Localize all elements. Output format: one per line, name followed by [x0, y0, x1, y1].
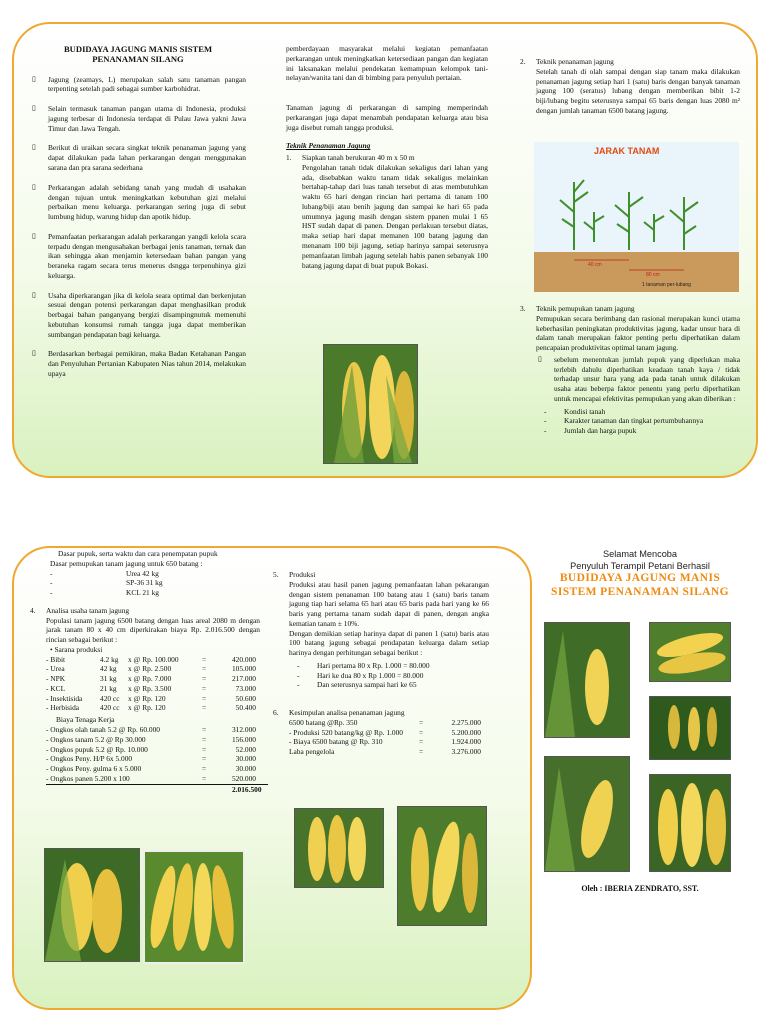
sarana-cell-qty: 420 cc — [100, 703, 120, 713]
intro-bullet-2 — [30, 104, 246, 133]
summary-cell-label: 6500 batang @Rp. 350 — [289, 717, 358, 727]
step-5 — [273, 570, 489, 690]
step-number: 5. — [273, 570, 279, 579]
bullet-box-icon: ▯ — [32, 349, 36, 358]
sarana-cell-item: - KCL — [46, 683, 66, 693]
cover-photo-1 — [544, 622, 630, 738]
sarana-cell-price: x @ Rp. 3.500 — [128, 683, 172, 693]
summary-row — [289, 747, 489, 757]
diagram-caption: 1 tanaman per-lubang — [642, 282, 691, 288]
step-body: Pemupukan secara berimbang dan rasional merupakan kunci utama keberhasilan peningkatan produktivitas jagung, kadar unsur hara di dalam tanah merupakan faktor penting perlu diperhatikan dalam pencapaian produktivitas optimal tanam jagung. — [536, 313, 740, 353]
bullet-text: Jagung (zeamays, L) merupakan salah satu tanaman pangan terpenting setelah padi sebagai sumber karbohidrat. — [48, 74, 246, 94]
empowerment-paragraph: pemberdayaan masyarakat melalui kegiatan pemanfaatan perkarangan untuk meningkatkan ketersediaan pangan dan kegiatan ini laksanakan melalui pendekatan kemampuan kelompok tani-nelayan/wanita tani dan di bimbing para penyuluh pertaian. — [286, 44, 488, 83]
sarana-row — [46, 674, 260, 684]
grand-total-value: 2.016.500 — [232, 784, 262, 794]
intro-bullet-3 — [30, 143, 246, 172]
bullet-text: Berikut di uraikan secara singkat teknik penanaman jagung yang dapat dilakukan pada lahan perkarangan dengan menggunakan sarana dan pra sarana sederhana — [48, 143, 246, 172]
labor-table — [46, 725, 260, 784]
dose-item: - SP-36 31 kg — [50, 578, 163, 588]
corn-image — [324, 345, 417, 463]
factor-text: Jumlah dan harga pupuk — [564, 426, 637, 436]
step-body-2: Dengan demikian setiap harinya dapat di panen 1 (satu) baris atau 100 batang jagung sebagai pendapatan keluarga dalam setiap harinya dengan perhitungan sebagai berikut : — [289, 628, 489, 658]
corn-image — [650, 623, 730, 681]
corn-photo-5 — [397, 806, 487, 926]
bullet-box-icon: ▯ — [32, 290, 36, 299]
sarana-cell-qty: 420 cc — [100, 693, 120, 703]
summary-row — [289, 737, 489, 747]
bottom-column-1 — [30, 549, 260, 794]
step-number: 3. — [520, 304, 526, 313]
corn-image — [45, 849, 139, 961]
summary-row — [289, 718, 489, 728]
factor-text: Kondisi tanah — [564, 406, 606, 416]
plant-spacing-diagram — [534, 142, 739, 292]
daily-item: - Dan seterusnya sampai hari ke 65 — [297, 680, 417, 690]
cover-photo-3 — [649, 696, 731, 760]
step-body: Setelah tanah di olah sampai dengan siap tanam maka dilakukan penanaman jagung setiap hari 1 (satu) baris dengan banyak tanaman jagung 100 (seratus) lubang dengan memberikan bibit 1-2 biji/lubang begitu seterusnya sampai 65 baris dengan luas 2080 m² dengan jumlah tanaman 6500 batang jagung. — [536, 66, 740, 115]
corn-image — [398, 807, 486, 925]
cover-photo-2 — [649, 622, 731, 682]
top-column-3 — [520, 57, 740, 116]
summary-cell-val: 3.276.000 — [451, 747, 481, 757]
step-number: 1. — [286, 153, 292, 163]
title-line-1: BUDIDAYA JAGUNG MANIS SISTEM — [63, 44, 213, 54]
labor-heading: Biaya Tenaga Kerja — [56, 715, 115, 725]
sarana-cell-price: x @ Rp. 7.000 — [128, 674, 172, 684]
document-title — [30, 44, 246, 65]
bullet-text: Selain termasuk tanaman pangan utama di Indonesia, produksi jagung terbesar di Indonesia terdapat di Pulau Jawa yakni Jawa Timur dan Jawa Tengah. — [48, 104, 246, 133]
sarana-cell-total: 420.000 — [231, 654, 256, 664]
tagline-line-2: Penyuluh Terampil Petani Berhasil — [570, 561, 710, 572]
sarana-cell-total: 50.600 — [235, 693, 256, 703]
bullet-box-icon: ▯ — [32, 74, 36, 83]
labor-cell-eq: = — [202, 764, 207, 774]
labor-cell-total: 30.000 — [235, 764, 256, 774]
step-title: Teknik pemupukan tanam jagung — [536, 304, 635, 313]
dose-text: Urea 42 kg — [126, 568, 159, 578]
tagline-line-1: Selamat Mencoba — [602, 549, 678, 559]
step-number: 4. — [30, 605, 36, 615]
summary-cell-eq: = — [419, 747, 424, 757]
sarana-cell-price: x @ Rp. 120 — [128, 693, 166, 703]
sarana-table — [46, 655, 260, 714]
corn-photo-1 — [323, 344, 418, 464]
step-title: Siapkan tanah berukuran 40 m x 50 m — [302, 153, 415, 163]
labor-row — [46, 725, 260, 735]
labor-cell-eq: = — [202, 773, 207, 783]
bullet-box-icon: ▯ — [32, 231, 36, 240]
summary-cell-val: 5.200.000 — [451, 727, 481, 737]
sarana-cell-eq: = — [202, 693, 207, 703]
sarana-cell-total: 105.000 — [231, 664, 256, 674]
corn-image — [650, 775, 730, 871]
factor-text: Karakter tanaman dan tingkat pertumbuhannya — [564, 416, 704, 426]
bullet-text: Pemanfaatan perkarangan adalah perkarangan yangdi kelola scara terpadu dengan mengusahakan berbagai jenis tanaman, ternak dan ikan sehingga akan menjamin ketersedaan bahan pangan yang beraneka ragam secara terus menerus dsngga terpenuhinya gizi keluarga. — [48, 231, 246, 280]
sarana-cell-qty: 42 kg — [100, 664, 117, 674]
labor-cell-item: - Ongkos Peny. H/P 6x 5.000 — [46, 754, 133, 764]
sarana-row — [46, 684, 260, 694]
bottom-column-2 — [273, 570, 489, 757]
sarana-cell-item: - NPK — [46, 674, 66, 684]
factor-list — [536, 407, 740, 436]
top-column-1 — [30, 44, 246, 389]
labor-row — [46, 745, 260, 755]
corn-image — [545, 623, 629, 737]
cover-photo-4 — [544, 756, 630, 872]
dose-intro: Dasar pemupukan tanam jagung untuk 650 batang : — [50, 558, 203, 568]
planting-technique-heading: Teknik Penanaman Jagung — [286, 141, 371, 151]
sarana-cell-qty: 31 kg — [100, 674, 117, 684]
labor-cell-eq: = — [202, 744, 207, 754]
sarana-cell-price: x @ Rp. 100.000 — [128, 654, 179, 664]
labor-cell-eq: = — [202, 725, 207, 735]
daily-item: - Hari ke dua 80 x Rp 1.000 = 80.000 — [297, 670, 424, 680]
step-body: Pengolahan tanah tidak dilakukan sekaligus dari lahan yang ada, disebabkan waktu tanam tidak sekaligus melainkan bertahap-tahap dari luas tanah tersebut di atas membutuhkan waktu 65 hari dengan rincian hari pertama di tanam 100 lubang/biji atau benih jagung dan sampai ke hari 65 pada umumnya jagung masih dengan sistem ppanen mulai 1 65 HST sudah dapat di panen. Dengan perlakuan tersebut diatas, maka setiap hari dapat memanen 100 batang jagung dan menanam 100 biji jagung, setiap harinya sampai seterusnya pemanfaatan limbah jagung setelah habis panen sebanyak 100 batang jagung dapat di buat pupuk Bokasi. — [302, 162, 488, 270]
step-title: Analisa usaha tanam jagung — [46, 605, 130, 615]
sarana-row — [46, 703, 260, 713]
labor-cell-total: 520.000 — [231, 773, 256, 783]
corn-image — [545, 757, 629, 871]
labor-row — [46, 764, 260, 774]
bullet-box-icon: ▯ — [32, 182, 36, 191]
dose-list — [30, 569, 260, 598]
step-number: 6. — [273, 708, 279, 718]
grand-total — [46, 784, 268, 795]
daily-text: Hari pertama 80 x Rp. 1.000 = 80.000 — [317, 660, 430, 670]
sarana-cell-price: x @ Rp. 120 — [128, 703, 166, 713]
intro-bullet-5 — [30, 232, 246, 281]
summary-cell-label: - Produksi 520 batang/kg @ Rp. 1.000 — [289, 727, 403, 737]
sarana-row — [46, 694, 260, 704]
labor-cell-item: - Ongkos panen 5.200 x 100 — [46, 773, 130, 783]
daily-item: - Hari pertama 80 x Rp. 1.000 = 80.000 — [297, 660, 430, 670]
labor-row — [46, 774, 260, 784]
labor-row — [46, 735, 260, 745]
labor-cell-eq: = — [202, 754, 207, 764]
sarana-cell-eq: = — [202, 683, 207, 693]
sarana-cell-eq: = — [202, 654, 207, 664]
cover-tagline — [540, 548, 740, 573]
diagram-label-40: 40 cm — [588, 262, 602, 268]
dose-text: KCL 21 kg — [126, 588, 159, 598]
sarana-cell-qty: 4.2 kg — [100, 654, 119, 664]
intro-bullet-7 — [30, 349, 246, 378]
sarana-cell-eq: = — [202, 664, 207, 674]
sarana-cell-item: - Bibit — [46, 654, 66, 664]
step-body: Produksi atau hasil panen jagung pemanfaatan lahan pekarangan dengan sistem penanaman 100 batang atau 1 (satu) baris tanam jagung tiap hari selama 65 hari atau 65 baris pada hari yang ke 66 baris yang pertama tanam sudah dapat di panen, dengan angka kematian tanam ± 10%. — [289, 579, 489, 628]
step-number: 2. — [520, 57, 526, 66]
top-column-2 — [286, 44, 488, 270]
labor-cell-total: 52.000 — [235, 744, 256, 754]
daily-list — [289, 661, 489, 690]
bullet-text: sebelum menentukan jumlah pupuk yang diperlukan maka terlebih dahulu diperhatikan keadaan tanah kaya / tidak terhadap unsur hara yang ada pada tanah untuk dilakukan usaha atau beberpa faktor penentu yang perlu diperhatikan untuk mencapai efektivitas pemupukan yang akan diberikan : — [554, 354, 740, 403]
step-2 — [520, 57, 740, 116]
sarana-cell-item: - Urea — [46, 664, 65, 674]
bullet-text: Perkarangan adalah sebidang tanah yang mudah di usahakan dengan tujuan untuk meningkatkan kebutuhan gizi melalui perbaikan menu keluarga. perkarangan sering juga di sebut lumbung hidup, warung hidup dan apotik hidup. — [48, 182, 246, 222]
sarana-cell-qty: 21 kg — [100, 683, 117, 693]
step-title: Produksi — [289, 570, 316, 579]
diagram-label-80: 80 cm — [646, 272, 660, 278]
bullet-box-icon: ▯ — [32, 104, 36, 113]
labor-cell-total: 156.000 — [231, 734, 256, 744]
dose-item: - Urea 42 kg — [50, 568, 159, 578]
labor-cell-item: - Ongkos pupuk 5.2 @ Rp. 10.000 — [46, 744, 148, 754]
step-body: Populasi tanam jagung 6500 batang dengan luas areal 2080 m dengan jarak tanam 80 x 40 cm diperkirakan biaya Rp. 2.016.500 dengan rincian sebagai berikut : — [46, 615, 260, 645]
sarana-heading: • Sarana produksi — [50, 644, 103, 654]
summary-cell-label: - Biaya 6500 batang @ Rp. 310 — [289, 737, 383, 747]
intro-bullet-4 — [30, 183, 246, 222]
factor-item: - Kondisi tanah — [544, 406, 606, 416]
sarana-cell-item: - Insektisida — [46, 693, 83, 703]
summary-table — [289, 718, 489, 757]
cover-title-line-1: BUDIDAYA JAGUNG MANIS — [559, 572, 721, 584]
author-credit: Oleh : IBERIA ZENDRATO, SST. — [581, 884, 699, 893]
sarana-row — [46, 664, 260, 674]
summary-row — [289, 728, 489, 738]
summary-cell-label: Laba pengelola — [289, 747, 335, 757]
labor-cell-item: - Ongkos Peny. gulma 6 x 5.000 — [46, 764, 142, 774]
corn-image — [650, 697, 730, 759]
factor-item: - Jumlah dan harga pupuk — [544, 426, 637, 436]
corn-image — [145, 852, 243, 962]
bullet-box-icon: ▯ — [538, 354, 542, 363]
diagram-title: JARAK TANAM — [594, 146, 660, 156]
sarana-cell-eq: = — [202, 674, 207, 684]
step-1 — [286, 153, 488, 270]
daily-text: Hari ke dua 80 x Rp 1.000 = 80.000 — [317, 670, 424, 680]
labor-cell-eq: = — [202, 734, 207, 744]
corn-photo-2 — [44, 848, 140, 962]
labor-row — [46, 754, 260, 764]
dose-text: SP-36 31 kg — [126, 578, 163, 588]
labor-cell-item: - Ongkos olah tanah 5.2 @ Rp. 60.000 — [46, 725, 160, 735]
sarana-row — [46, 655, 260, 665]
summary-cell-val: 1.924.000 — [451, 737, 481, 747]
yard-paragraph: Tanaman jagung di perkarangan di samping memperindah perkarangan juga dapat menambah pendapatan keluarga atau bisa juga disebut rumah tangga produksi. — [286, 103, 488, 132]
cover-title — [530, 571, 750, 600]
intro-bullet-6 — [30, 291, 246, 340]
bullet-text: Berdasarkan berbagai pemikiran, maka Badan Ketahanan Pangan dan Penyuluhan Pertanian Kabupaten Nias tahun 2014, melakukan upaya — [48, 349, 246, 378]
step-6 — [273, 708, 489, 757]
sarana-cell-total: 73.000 — [235, 683, 256, 693]
labor-cell-total: 30.000 — [235, 754, 256, 764]
sarana-cell-total: 50.400 — [235, 703, 256, 713]
cover-title-line-2: SISTEM PENANAMAN SILANG — [551, 586, 729, 599]
step-3 — [520, 304, 740, 436]
title-line-2: PENANAMAN SILANG — [92, 54, 184, 65]
top-column-3-lower — [520, 304, 740, 436]
intro-bullet-1 — [30, 75, 246, 95]
sarana-cell-total: 217.000 — [231, 674, 256, 684]
dose-item: - KCL 21 kg — [50, 588, 159, 598]
labor-cell-item: - Ongkos tanam 5.2 @ Rp 30.000 — [46, 734, 146, 744]
summary-cell-eq: = — [419, 737, 424, 747]
step-4 — [30, 606, 260, 795]
cover-photo-5 — [649, 774, 731, 872]
sarana-cell-price: x @ Rp. 2.500 — [128, 664, 172, 674]
sarana-heading-text: Sarana produksi — [54, 644, 103, 654]
summary-cell-val: 2.275.000 — [451, 717, 481, 727]
spacing-illustration — [534, 142, 739, 292]
factor-item: - Karakter tanaman dan tingkat pertumbuhannya — [544, 416, 704, 426]
bullet-text: Usaha diperkarangan jika di kelola seara optimal dan berkenjutan sesuai dengan potensi perkarangan dapat menghasilkan produk berbagai bahan panganyang bergizi disampingnutuk memenuhi kebutuhan konsumsi rumah tangga juga dapat memberikan sumbangan pendapatan bagi keluarga. — [48, 290, 246, 339]
bullet-box-icon: ▯ — [32, 143, 36, 152]
daily-text: Dan seterusnya sampai hari ke 65 — [317, 680, 417, 690]
summary-cell-eq: = — [419, 727, 424, 737]
corn-image — [295, 809, 383, 887]
summary-cell-eq: = — [419, 717, 424, 727]
corn-photo-4 — [294, 808, 384, 888]
sarana-cell-eq: = — [202, 703, 207, 713]
labor-cell-total: 312.000 — [231, 725, 256, 735]
fertilizer-sub-bullet — [536, 355, 740, 404]
sarana-cell-item: - Herbisida — [46, 703, 80, 713]
step-title: Kesimpulan analisa penanaman jagung — [289, 708, 405, 718]
continued-line: Dasar pupuk, serta waktu dan cara penempatan pupuk — [58, 549, 218, 558]
corn-photo-3 — [143, 850, 245, 964]
step-title: Teknik penanaman jagung — [536, 57, 614, 66]
